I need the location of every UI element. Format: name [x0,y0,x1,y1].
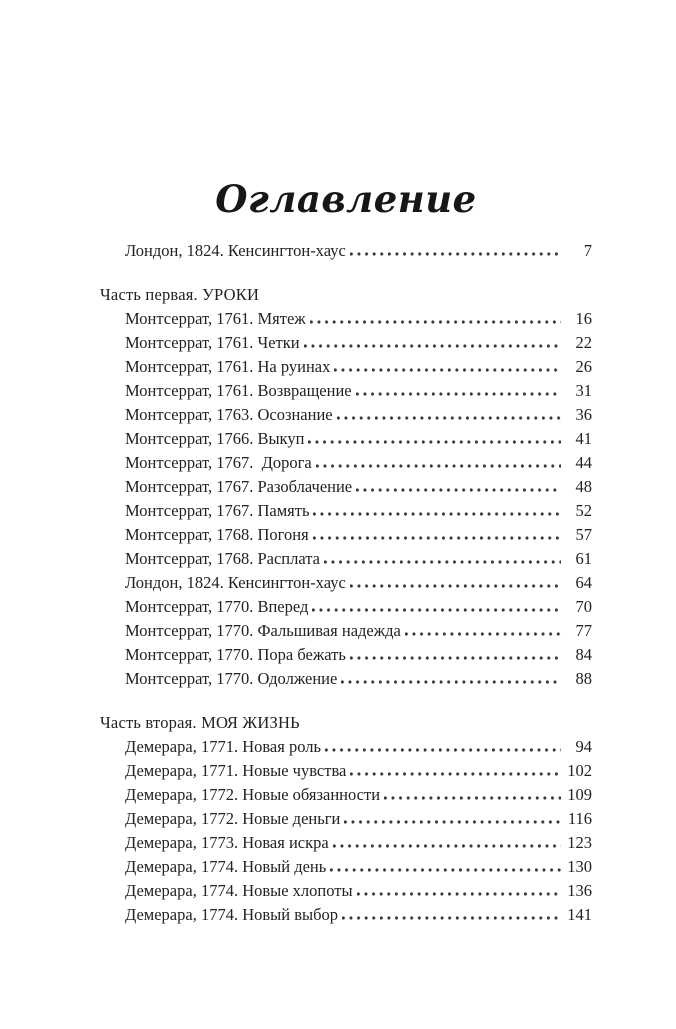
toc-entry-label: Лондон, 1824. Кенсингтон-хаус [125,241,346,260]
dot-leader [350,655,561,660]
toc-entry [100,735,592,759]
toc-entry [100,783,592,807]
dot-leader [330,867,561,872]
toc-entry-label: Монтсеррат, 1761. Возвращение [125,381,352,400]
toc-entry [100,239,592,263]
toc-entry-label: Монтсеррат, 1767. Разоблачение [125,477,353,496]
toc-entry [100,595,592,619]
dot-leader [405,631,561,636]
toc-entry [100,331,592,355]
toc-entry-label: Монтсеррат, 1766. Выкуп [125,429,305,448]
toc-entry-page: 57 [575,525,592,544]
toc-entry-label: Демерара, 1772. Новые обязанности [125,785,381,804]
toc-entry-label: Демерара, 1771. Новая роль [125,737,322,756]
toc-entry-label: Монтсеррат, 1768. Расплата [125,549,320,568]
toc-entry [100,403,592,427]
toc-entry [100,807,592,831]
dot-leader [313,535,561,540]
toc-entry [100,475,592,499]
dot-leader [350,771,561,776]
dot-leader [344,819,561,824]
toc-entry [100,307,592,331]
toc-entry [100,831,592,855]
toc-entry [100,667,592,691]
toc-entry [100,571,592,595]
toc-entry [100,879,592,903]
toc-entry-label: Монтсеррат, 1770. Вперед [125,597,309,616]
dot-leader [324,559,561,564]
toc-entry-label: Монтсеррат, 1770. Одолжение [125,669,338,688]
toc-entry-page: 136 [567,881,592,900]
dot-leader [357,891,561,896]
toc-entry-page: 116 [567,809,592,828]
toc-entry-label: Монтсеррат, 1767. Дорога [125,453,312,472]
toc-entry [100,427,592,451]
toc-list [100,239,592,927]
toc-entry-page: 7 [583,241,592,260]
dot-leader [333,843,561,848]
toc-entry-label: Монтсеррат, 1767. Память [125,501,310,520]
toc-entry-page: 123 [567,833,592,852]
toc-entry-label: Монтсеррат, 1761. На руинах [125,357,331,376]
toc-entry [100,379,592,403]
toc-part-header-row [100,711,592,735]
toc-entry-page: 61 [575,549,592,568]
dot-leader [310,319,561,324]
toc-entry [100,903,592,927]
toc-entry-label: Демерара, 1773. Новая искра [125,833,329,852]
toc-entry [100,523,592,547]
dot-leader [313,511,561,516]
toc-entry-page: 22 [575,333,592,352]
toc-entry-page: 41 [575,429,592,448]
toc-entry [100,451,592,475]
toc-entry-page: 48 [575,477,592,496]
toc-entry-page: 102 [567,761,592,780]
toc-entry-page: 130 [567,857,592,876]
toc-part-header: Часть вторая. МОЯ ЖИЗНЬ [100,713,300,732]
dot-leader [334,367,561,372]
toc-entry-page: 36 [575,405,592,424]
toc-entry-page: 88 [575,669,592,688]
toc-entry-label: Монтсеррат, 1763. Осознание [125,405,333,424]
toc-entry-page: 141 [567,905,592,924]
toc-entry-page: 26 [575,357,592,376]
toc-entry [100,759,592,783]
dot-leader [384,795,561,800]
toc-entry-label: Монтсеррат, 1770. Фальшивая надежда [125,621,401,640]
toc-entry-label: Лондон, 1824. Кенсингтон-хаус [125,573,346,592]
dot-leader [325,747,561,752]
dot-leader [304,343,561,348]
toc-entry-label: Монтсеррат, 1768. Погоня [125,525,309,544]
toc-entry-label: Монтсеррат, 1761. Четки [125,333,300,352]
toc-entry-page: 109 [567,785,592,804]
toc-entry-label: Демерара, 1774. Новый день [125,857,327,876]
toc-entry-page: 16 [575,309,592,328]
toc-entry-page: 31 [575,381,592,400]
toc-entry-page: 52 [575,501,592,520]
dot-leader [312,607,561,612]
dot-leader [350,251,561,256]
dot-leader [356,487,561,492]
toc-entry-label: Монтсеррат, 1761. Мятеж [125,309,306,328]
dot-leader [341,679,561,684]
toc-entry [100,619,592,643]
toc-entry-page: 94 [575,737,592,756]
toc-entry [100,499,592,523]
toc-entry-label: Демерара, 1774. Новый выбор [125,905,338,924]
toc-entry-page: 44 [575,453,592,472]
toc-entry-page: 70 [575,597,592,616]
toc-entry-label: Демерара, 1772. Новые деньги [125,809,341,828]
dot-leader [337,415,561,420]
toc-entry-page: 77 [575,621,592,640]
toc-entry-label: Монтсеррат, 1770. Пора бежать [125,645,346,664]
toc-part-header: Часть первая. УРОКИ [100,285,260,304]
toc-entry [100,855,592,879]
dot-leader [316,463,561,468]
toc-entry-page: 84 [575,645,592,664]
toc-entry [100,355,592,379]
toc-entry [100,643,592,667]
dot-leader [342,915,561,920]
page-title: Оглавление [215,177,477,221]
toc-entry-label: Демерара, 1774. Новые хлопоты [125,881,353,900]
dot-leader [356,391,561,396]
toc-part-header-row [100,283,592,307]
toc-entry-label: Демерара, 1771. Новые чувства [125,761,347,780]
dot-leader [350,583,561,588]
toc-entry [100,547,592,571]
toc-entry-page: 64 [575,573,592,592]
dot-leader [308,439,561,444]
